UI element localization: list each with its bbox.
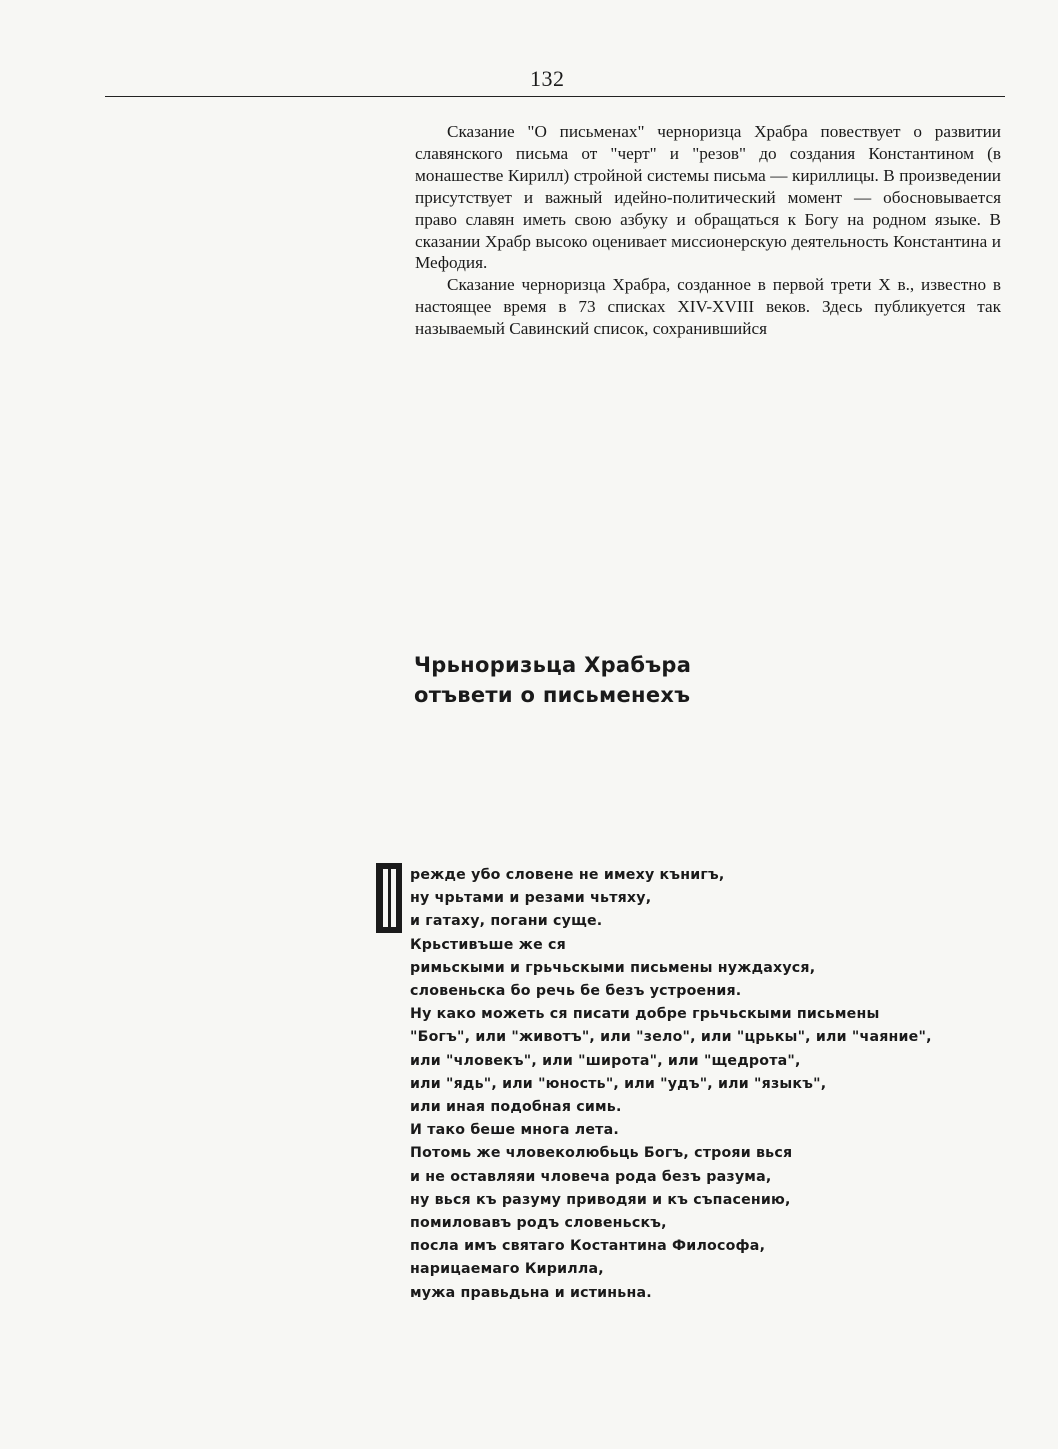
page-number: 132 [530,66,565,91]
poem-line: помиловавъ родъ словеньскъ, [410,1215,667,1232]
intro-text [415,121,1001,340]
poem-line: или "ядь", или "юность", или "удъ", или "языкъ", [410,1075,827,1092]
poem-line: Крьстивъше же ся [410,936,566,953]
poem-line: И тако беше многа лета. [410,1122,619,1139]
title-line: отъвети о письменехъ [414,683,691,707]
poem-line: и гатаху, погани суще. [410,913,603,930]
poem-line: ну чрьтами и резами чьтяху, [410,890,652,907]
poem-line: "Богъ", или "животъ", или "зело", или "црькы", или "чаяние", [410,1029,932,1046]
intro-paragraph: Сказание черноризца Храбра, созданное в первой трети X в., известно в настоящее время в 73 списках XIV-XVIII веков. Здесь публикуется так называемый Савинский список, сохранившийся [415,275,1001,339]
header-rule [105,96,1005,97]
poem-line: Потомь же чловеколюбьць Богъ, строяи вься [410,1145,793,1162]
poem-line: ну вься къ разуму приводяи и къ съпасению, [410,1191,791,1208]
drop-cap-initial [376,863,402,933]
poem-line: мужа правьдьна и истиньна. [410,1284,652,1301]
poem-line: посла имъ святаго Костантина Философа, [410,1238,766,1255]
poem-text [410,864,1010,1305]
poem-line: римьскыми и грьчьскыми письмены нуждахуся, [410,959,816,976]
poem-line: нарицаемаго Кирилла, [410,1261,604,1278]
section-title [414,650,691,710]
poem-line: или иная подобная симь. [410,1099,622,1116]
poem-line: Ну како можеть ся писати добре грьчьскыми письмены [410,1006,880,1023]
poem-line: режде убо словене не имеху кънигъ, [410,867,725,883]
poem-line: или "чловекъ", или "широта", или "щедрота", [410,1052,801,1069]
poem-line: словеньска бо речь бе безъ устроения. [410,983,742,1000]
title-line: Чрьноризьца Храбъра [414,653,692,677]
poem-line: и не оставляяи чловеча рода безъ разума, [410,1168,772,1185]
intro-paragraph: Сказание "О письменах" черноризца Храбра повествует о развитии славянского письма от "черт" и "резов" до создания Константином (в монашестве Кирилл) стройной системы письма — кириллицы. В произведении присутствует и важный идейно-политический момент — обосновывается право славян иметь свою азбуку и обращаться к Богу на родном языке. В сказании Храбр высоко оценивает миссионерскую деятельность Константина и Мефодия. [415,122,1001,273]
